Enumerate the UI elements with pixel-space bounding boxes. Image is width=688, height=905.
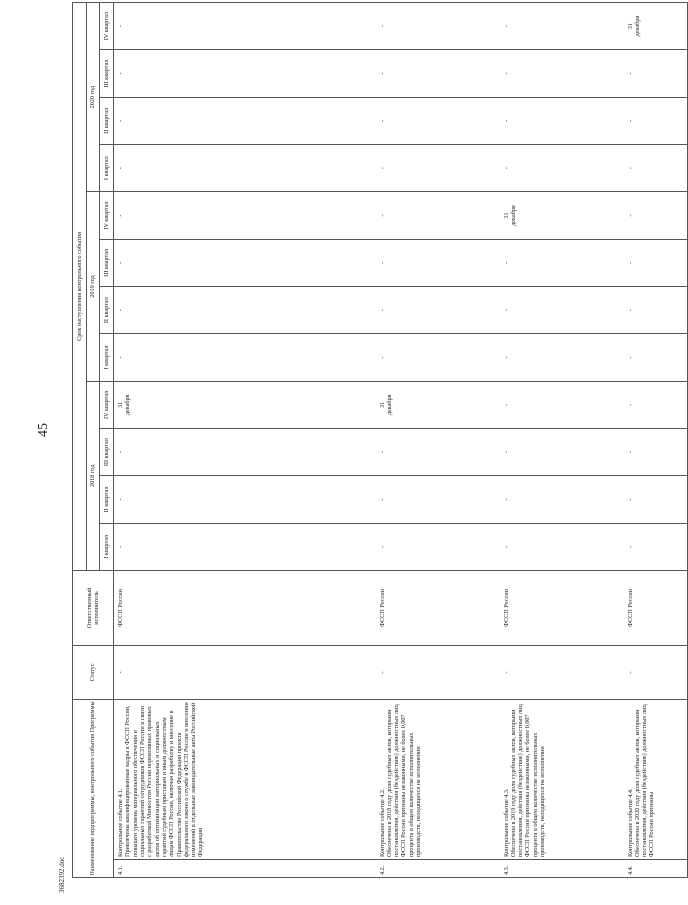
quarter-deadline-cell: - <box>376 476 500 523</box>
event-title: Контрольное событие 4.4. <box>626 788 634 857</box>
page-number: 45 <box>36 423 51 437</box>
quarter-deadline-cell: - <box>500 523 624 570</box>
event-title: Контрольное событие 4.3. <box>502 788 510 857</box>
quarter-deadline-cell: - <box>114 287 376 334</box>
row-number: 4.3. <box>500 860 624 878</box>
quarter-deadline-cell: - <box>114 192 376 239</box>
quarter-deadline-cell: - <box>624 476 688 523</box>
quarter-deadline-cell: - <box>624 192 688 239</box>
quarter-deadline-cell: - <box>114 523 376 570</box>
header-quarter: IV квартал <box>100 2 114 49</box>
quarter-deadline-cell: - <box>624 50 688 97</box>
header-executor-column: Ответственный исполнитель <box>73 570 114 645</box>
quarter-deadline-cell: - <box>114 2 376 49</box>
quarter-deadline-cell: - <box>624 523 688 570</box>
quarter-deadline-cell: - <box>500 429 624 476</box>
quarter-deadline-cell: - <box>500 145 624 192</box>
quarter-deadline-cell: - <box>376 334 500 381</box>
event-description <box>376 699 500 859</box>
quarter-deadline-cell: - <box>376 523 500 570</box>
event-text: Привлечены квалифицированные кадры в ФССП России, повышен уровень материального обеспечения и социальных гарантий сотрудников ФССП России в связи с разработкой Минюстом России нормативных правовых актов об оптимизации материальных и социальных гарантий судебным приставам и иным должностным лицам ФССП России, включая разработку и внесение в Правительство Российской Федерации проекта федерального закона о службе в ФССП России и внесении изменений в отдельные законодательные акты Российской Федерации <box>124 702 205 857</box>
status-cell: - <box>624 645 688 699</box>
document-id: 3682392.doc <box>58 856 66 893</box>
executor-cell: ФССП России <box>624 570 688 645</box>
quarter-deadline-cell: - <box>376 287 500 334</box>
event-description <box>500 699 624 859</box>
table-row <box>114 2 376 877</box>
rotated-table-container <box>72 3 656 878</box>
header-quarter: I квартал <box>100 334 114 381</box>
row-number: 4.1. <box>114 860 376 878</box>
header-quarter: III квартал <box>100 50 114 97</box>
header-quarter: I квартал <box>100 523 114 570</box>
executor-cell: ФССП России <box>114 570 376 645</box>
quarter-deadline-cell: 31 декабря <box>114 381 376 428</box>
quarter-deadline-cell: 31 декабря <box>500 192 624 239</box>
quarter-deadline-cell: - <box>500 239 624 286</box>
header-quarter: I квартал <box>100 145 114 192</box>
table-row <box>376 2 500 877</box>
quarter-deadline-cell: - <box>500 50 624 97</box>
quarter-deadline-cell: - <box>500 97 624 144</box>
quarter-deadline-cell: - <box>114 334 376 381</box>
header-quarter: II квартал <box>100 287 114 334</box>
quarter-deadline-cell: - <box>500 476 624 523</box>
header-quarter: III квартал <box>100 239 114 286</box>
quarter-deadline-cell: - <box>500 334 624 381</box>
quarter-deadline-cell: - <box>624 287 688 334</box>
event-description <box>624 699 688 859</box>
quarter-deadline-cell: - <box>376 50 500 97</box>
header-quarter: IV квартал <box>100 192 114 239</box>
quarter-deadline-cell: - <box>376 2 500 49</box>
row-number: 4.2. <box>376 860 500 878</box>
quarter-deadline-cell: - <box>624 381 688 428</box>
quarter-deadline-cell: - <box>624 97 688 144</box>
status-cell: - <box>114 645 376 699</box>
table-row <box>624 2 688 877</box>
event-text: Обеспечена в 2020 году доля судебных актов, которыми постановления, действия (бездействие) должностных лиц ФССП России признаны <box>633 704 656 857</box>
row-number: 4.4. <box>624 860 688 878</box>
event-title: Контрольное событие 4.1. <box>117 788 124 857</box>
status-cell: - <box>376 645 500 699</box>
header-quarter: III квартал <box>100 429 114 476</box>
quarter-deadline-cell: - <box>376 429 500 476</box>
quarter-deadline-cell: 31 декабря <box>624 2 688 49</box>
header-status-column: Статус <box>73 645 114 699</box>
status-cell: - <box>500 645 624 699</box>
quarter-deadline-cell: - <box>114 145 376 192</box>
header-quarter: IV квартал <box>100 381 114 428</box>
header-deadline-group: Срок наступления контрольного события <box>73 2 87 570</box>
quarter-deadline-cell: - <box>376 239 500 286</box>
quarter-deadline-cell: - <box>114 476 376 523</box>
quarter-deadline-cell: 31 декабря <box>376 381 500 428</box>
quarter-deadline-cell: - <box>114 50 376 97</box>
quarter-deadline-cell: - <box>376 97 500 144</box>
event-description <box>114 699 376 859</box>
header-quarter: II квартал <box>100 97 114 144</box>
table-body <box>114 2 688 877</box>
quarter-deadline-cell: - <box>624 334 688 381</box>
quarter-deadline-cell: - <box>114 429 376 476</box>
header-year-2018: 2018 год <box>87 381 100 570</box>
quarter-deadline-cell: - <box>624 429 688 476</box>
event-text: Обеспечена в 2019 году доля судебных актов, которыми постановления, действия (бездействие) должностных лиц ФССП России признаны незаконными, не более 0,007 процента в общем количестве исполнительных производств, находящихся на исполнении <box>509 704 547 857</box>
quarter-deadline-cell: - <box>624 145 688 192</box>
event-text: Обеспечена в 2018 году доля судебных актов, которыми постановления, действия (бездействие) должностных лиц ФССП России признаны незаконными, не более 0,007 процента в общем количестве исполнительных производств, находящихся на исполнении <box>385 704 423 857</box>
quarter-deadline-cell: - <box>500 287 624 334</box>
quarter-deadline-cell: - <box>500 2 624 49</box>
quarter-deadline-cell: - <box>500 381 624 428</box>
executor-cell: ФССП России <box>500 570 624 645</box>
header-name-column: Наименование подпрограммы, контрольного события Программы <box>73 699 114 877</box>
event-title: Контрольное событие 4.2. <box>378 788 386 857</box>
control-events-table <box>72 2 688 878</box>
header-year-2020: 2020 год <box>87 2 100 191</box>
executor-cell: ФССП России <box>376 570 500 645</box>
header-quarter: II квартал <box>100 476 114 523</box>
table-row <box>500 2 624 877</box>
quarter-deadline-cell: - <box>624 239 688 286</box>
quarter-deadline-cell: - <box>376 192 500 239</box>
quarter-deadline-cell: - <box>114 97 376 144</box>
quarter-deadline-cell: - <box>114 239 376 286</box>
header-year-2019: 2019 год <box>87 192 100 381</box>
quarter-deadline-cell: - <box>376 145 500 192</box>
